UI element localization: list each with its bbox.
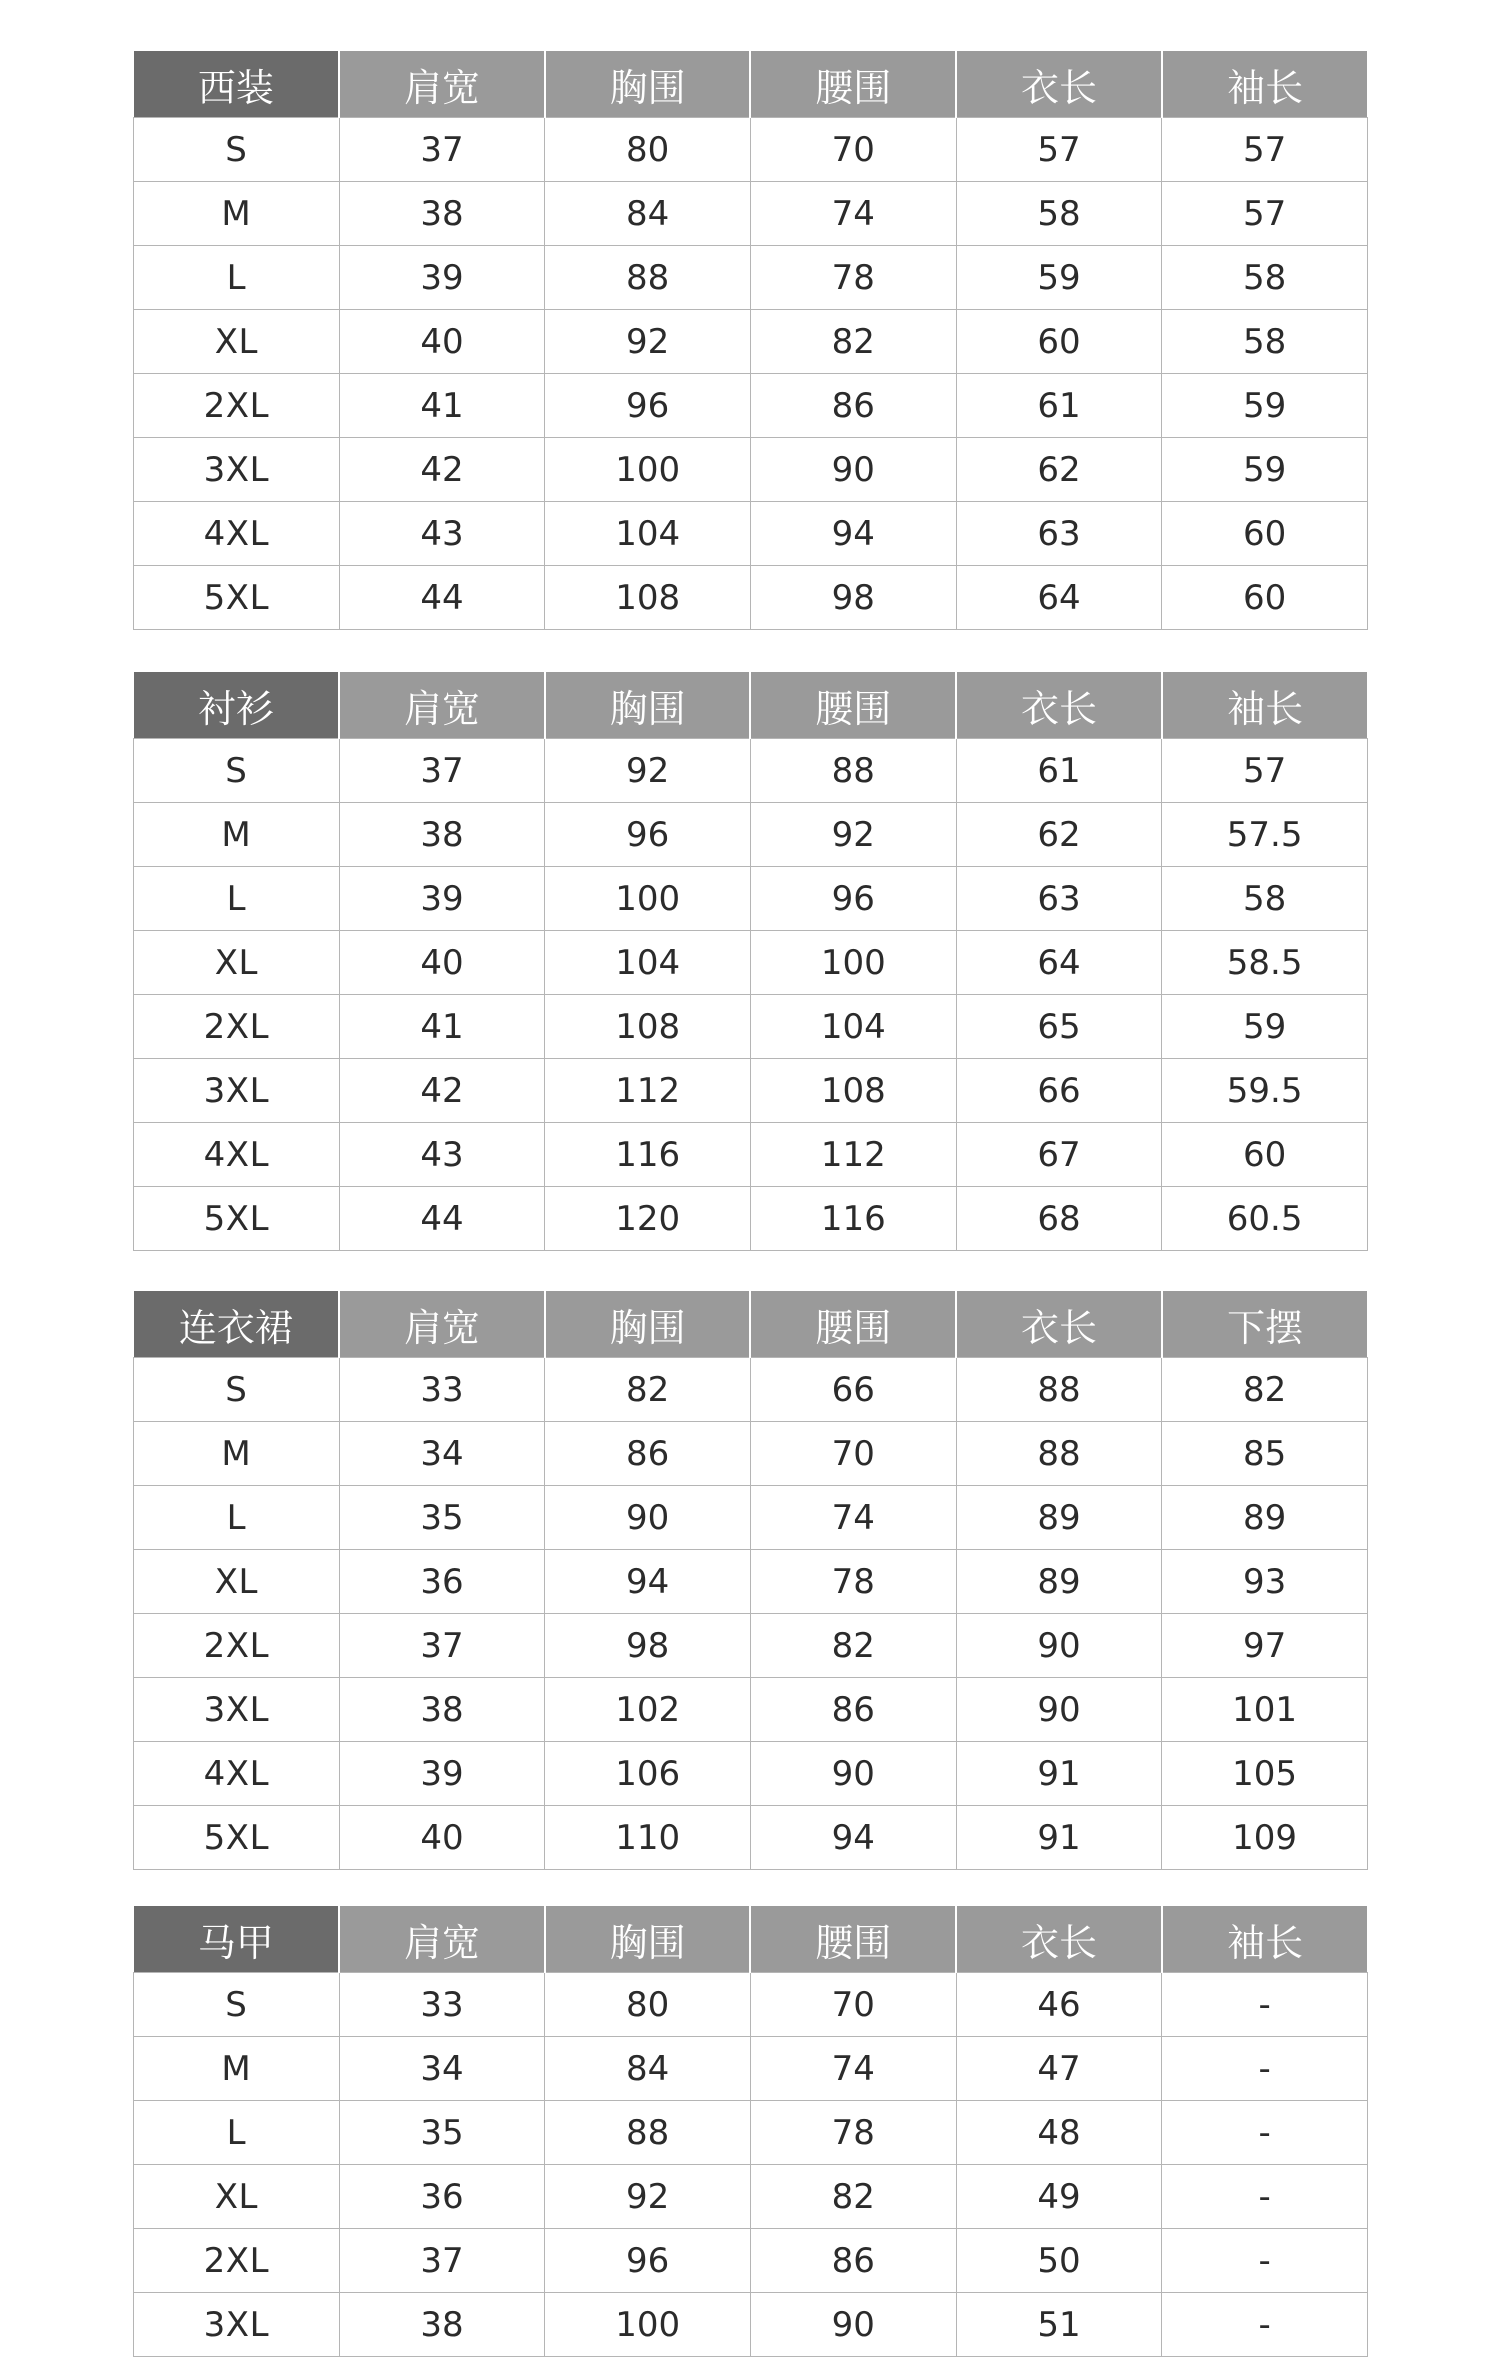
value-cell: 98 <box>545 1614 751 1678</box>
value-cell: 89 <box>956 1550 1162 1614</box>
size-cell: L <box>134 2101 340 2165</box>
value-cell: 90 <box>956 1614 1162 1678</box>
column-header: 胸围 <box>545 1291 751 1358</box>
value-cell: 70 <box>750 1422 956 1486</box>
table-row <box>134 803 1368 867</box>
value-cell: 57 <box>1162 182 1368 246</box>
size-cell: XL <box>134 310 340 374</box>
column-header: 胸围 <box>545 51 751 118</box>
value-cell: 108 <box>545 995 751 1059</box>
value-cell: 92 <box>545 739 751 803</box>
value-cell: 82 <box>750 310 956 374</box>
value-cell: 116 <box>750 1187 956 1251</box>
table-row <box>134 867 1368 931</box>
table-row <box>134 1486 1368 1550</box>
table-header-row <box>134 1291 1368 1358</box>
size-table-vest <box>133 1906 1368 2357</box>
value-cell: 100 <box>750 931 956 995</box>
column-header: 胸围 <box>545 672 751 739</box>
value-cell: 78 <box>750 1550 956 1614</box>
value-cell: 60 <box>1162 502 1368 566</box>
column-header: 衣长 <box>956 1291 1162 1358</box>
size-cell: M <box>134 1422 340 1486</box>
value-cell: 78 <box>750 246 956 310</box>
value-cell: 104 <box>545 931 751 995</box>
value-cell: 102 <box>545 1678 751 1742</box>
column-header: 衣长 <box>956 672 1162 739</box>
value-cell: 63 <box>956 502 1162 566</box>
column-header: 腰围 <box>750 1291 956 1358</box>
column-header: 袖长 <box>1162 1906 1368 1973</box>
size-cell: M <box>134 803 340 867</box>
column-header: 衣长 <box>956 1906 1162 1973</box>
value-cell: 34 <box>339 1422 545 1486</box>
value-cell: 61 <box>956 374 1162 438</box>
value-cell: 34 <box>339 2037 545 2101</box>
value-cell: 120 <box>545 1187 751 1251</box>
value-cell: 37 <box>339 2229 545 2293</box>
value-cell: 58 <box>956 182 1162 246</box>
value-cell: 59 <box>956 246 1162 310</box>
value-cell: 58 <box>1162 246 1368 310</box>
table-row <box>134 2101 1368 2165</box>
value-cell: 44 <box>339 566 545 630</box>
value-cell: 59 <box>1162 438 1368 502</box>
value-cell: 60.5 <box>1162 1187 1368 1251</box>
value-cell: 104 <box>545 502 751 566</box>
value-cell: 105 <box>1162 1742 1368 1806</box>
value-cell: 82 <box>750 1614 956 1678</box>
table-row <box>134 2165 1368 2229</box>
value-cell: - <box>1162 2293 1368 2357</box>
value-cell: 70 <box>750 118 956 182</box>
value-cell: 88 <box>956 1422 1162 1486</box>
column-header: 腰围 <box>750 1906 956 1973</box>
column-header: 腰围 <box>750 51 956 118</box>
size-cell: S <box>134 118 340 182</box>
size-cell: 5XL <box>134 1806 340 1870</box>
value-cell: 82 <box>1162 1358 1368 1422</box>
value-cell: 88 <box>545 2101 751 2165</box>
value-cell: 92 <box>545 2165 751 2229</box>
value-cell: 33 <box>339 1973 545 2037</box>
value-cell: 80 <box>545 118 751 182</box>
size-cell: M <box>134 182 340 246</box>
size-cell: 3XL <box>134 2293 340 2357</box>
size-cell: S <box>134 739 340 803</box>
value-cell: 57 <box>1162 118 1368 182</box>
size-cell: L <box>134 246 340 310</box>
value-cell: 112 <box>545 1059 751 1123</box>
value-cell: 90 <box>545 1486 751 1550</box>
value-cell: 33 <box>339 1358 545 1422</box>
table-header-row <box>134 51 1368 118</box>
value-cell: 93 <box>1162 1550 1368 1614</box>
value-cell: 86 <box>750 374 956 438</box>
value-cell: 86 <box>750 2229 956 2293</box>
size-cell: 3XL <box>134 438 340 502</box>
column-header: 袖长 <box>1162 672 1368 739</box>
table-row <box>134 931 1368 995</box>
category-header: 连衣裙 <box>134 1291 340 1358</box>
value-cell: 59 <box>1162 995 1368 1059</box>
value-cell: 70 <box>750 1973 956 2037</box>
table-row <box>134 995 1368 1059</box>
value-cell: 47 <box>956 2037 1162 2101</box>
value-cell: 38 <box>339 182 545 246</box>
value-cell: - <box>1162 2165 1368 2229</box>
value-cell: 91 <box>956 1806 1162 1870</box>
value-cell: 96 <box>750 867 956 931</box>
value-cell: 91 <box>956 1742 1162 1806</box>
value-cell: 46 <box>956 1973 1162 2037</box>
table-row <box>134 1550 1368 1614</box>
value-cell: 108 <box>545 566 751 630</box>
value-cell: 82 <box>750 2165 956 2229</box>
value-cell: 35 <box>339 1486 545 1550</box>
value-cell: - <box>1162 1973 1368 2037</box>
value-cell: 40 <box>339 310 545 374</box>
value-cell: 74 <box>750 182 956 246</box>
table-header-row <box>134 672 1368 739</box>
value-cell: 89 <box>1162 1486 1368 1550</box>
value-cell: 88 <box>750 739 956 803</box>
value-cell: 84 <box>545 2037 751 2101</box>
column-header: 肩宽 <box>339 672 545 739</box>
size-cell: L <box>134 867 340 931</box>
value-cell: 60 <box>1162 1123 1368 1187</box>
table-row <box>134 502 1368 566</box>
category-header: 衬衫 <box>134 672 340 739</box>
value-cell: 94 <box>545 1550 751 1614</box>
value-cell: 35 <box>339 2101 545 2165</box>
size-cell: XL <box>134 931 340 995</box>
value-cell: 48 <box>956 2101 1162 2165</box>
table-row <box>134 1358 1368 1422</box>
size-cell: 3XL <box>134 1059 340 1123</box>
size-cell: M <box>134 2037 340 2101</box>
value-cell: - <box>1162 2101 1368 2165</box>
value-cell: 108 <box>750 1059 956 1123</box>
value-cell: 66 <box>956 1059 1162 1123</box>
table-row <box>134 1059 1368 1123</box>
column-header: 胸围 <box>545 1906 751 1973</box>
value-cell: 62 <box>956 438 1162 502</box>
value-cell: 39 <box>339 246 545 310</box>
value-cell: 37 <box>339 1614 545 1678</box>
value-cell: 49 <box>956 2165 1162 2229</box>
value-cell: 85 <box>1162 1422 1368 1486</box>
size-cell: 4XL <box>134 1123 340 1187</box>
value-cell: 59 <box>1162 374 1368 438</box>
category-header: 西装 <box>134 51 340 118</box>
value-cell: 39 <box>339 867 545 931</box>
value-cell: 38 <box>339 2293 545 2357</box>
value-cell: 92 <box>750 803 956 867</box>
column-header: 肩宽 <box>339 1906 545 1973</box>
value-cell: 90 <box>750 438 956 502</box>
value-cell: 74 <box>750 2037 956 2101</box>
size-cell: 2XL <box>134 1614 340 1678</box>
size-cell: 3XL <box>134 1678 340 1742</box>
value-cell: 64 <box>956 566 1162 630</box>
table-row <box>134 1806 1368 1870</box>
value-cell: 37 <box>339 118 545 182</box>
value-cell: 66 <box>750 1358 956 1422</box>
value-cell: 57 <box>956 118 1162 182</box>
value-cell: 38 <box>339 803 545 867</box>
table-row <box>134 1742 1368 1806</box>
value-cell: 106 <box>545 1742 751 1806</box>
value-cell: 44 <box>339 1187 545 1251</box>
value-cell: 94 <box>750 1806 956 1870</box>
value-cell: 80 <box>545 1973 751 2037</box>
value-cell: - <box>1162 2229 1368 2293</box>
value-cell: 40 <box>339 1806 545 1870</box>
value-cell: 88 <box>545 246 751 310</box>
value-cell: 38 <box>339 1678 545 1742</box>
table-row <box>134 1678 1368 1742</box>
value-cell: 57 <box>1162 739 1368 803</box>
table-row <box>134 1187 1368 1251</box>
size-cell: L <box>134 1486 340 1550</box>
value-cell: 94 <box>750 502 956 566</box>
column-header: 肩宽 <box>339 51 545 118</box>
value-cell: 67 <box>956 1123 1162 1187</box>
table-header-row <box>134 1906 1368 1973</box>
size-table-suit <box>133 51 1368 630</box>
value-cell: 64 <box>956 931 1162 995</box>
value-cell: 90 <box>956 1678 1162 1742</box>
value-cell: 43 <box>339 1123 545 1187</box>
value-cell: 96 <box>545 803 751 867</box>
table-row <box>134 739 1368 803</box>
size-cell: 2XL <box>134 2229 340 2293</box>
value-cell: 59.5 <box>1162 1059 1368 1123</box>
size-cell: 2XL <box>134 374 340 438</box>
size-cell: S <box>134 1973 340 2037</box>
value-cell: 96 <box>545 2229 751 2293</box>
value-cell: 60 <box>956 310 1162 374</box>
value-cell: 90 <box>750 1742 956 1806</box>
value-cell: 82 <box>545 1358 751 1422</box>
value-cell: 96 <box>545 374 751 438</box>
table-row <box>134 1123 1368 1187</box>
value-cell: 65 <box>956 995 1162 1059</box>
value-cell: 43 <box>339 502 545 566</box>
size-cell: 4XL <box>134 1742 340 1806</box>
value-cell: 63 <box>956 867 1162 931</box>
value-cell: 62 <box>956 803 1162 867</box>
value-cell: 100 <box>545 438 751 502</box>
size-cell: XL <box>134 1550 340 1614</box>
value-cell: 97 <box>1162 1614 1368 1678</box>
value-cell: 37 <box>339 739 545 803</box>
column-header: 下摆 <box>1162 1291 1368 1358</box>
table-row <box>134 438 1368 502</box>
table-row <box>134 1614 1368 1678</box>
value-cell: 50 <box>956 2229 1162 2293</box>
value-cell: 78 <box>750 2101 956 2165</box>
column-header: 袖长 <box>1162 51 1368 118</box>
value-cell: 39 <box>339 1742 545 1806</box>
size-table-shirt <box>133 672 1368 1251</box>
size-cell: S <box>134 1358 340 1422</box>
value-cell: 86 <box>750 1678 956 1742</box>
category-header: 马甲 <box>134 1906 340 1973</box>
value-cell: 101 <box>1162 1678 1368 1742</box>
value-cell: 109 <box>1162 1806 1368 1870</box>
value-cell: 41 <box>339 995 545 1059</box>
value-cell: 110 <box>545 1806 751 1870</box>
value-cell: 58 <box>1162 310 1368 374</box>
table-row <box>134 182 1368 246</box>
table-row <box>134 310 1368 374</box>
value-cell: 88 <box>956 1358 1162 1422</box>
value-cell: 60 <box>1162 566 1368 630</box>
size-cell: XL <box>134 2165 340 2229</box>
value-cell: 68 <box>956 1187 1162 1251</box>
size-cell: 4XL <box>134 502 340 566</box>
value-cell: 86 <box>545 1422 751 1486</box>
table-row <box>134 1973 1368 2037</box>
value-cell: 100 <box>545 2293 751 2357</box>
value-cell: 92 <box>545 310 751 374</box>
table-row <box>134 118 1368 182</box>
value-cell: 57.5 <box>1162 803 1368 867</box>
table-row <box>134 2293 1368 2357</box>
table-row <box>134 2229 1368 2293</box>
value-cell: 100 <box>545 867 751 931</box>
value-cell: 42 <box>339 1059 545 1123</box>
value-cell: 61 <box>956 739 1162 803</box>
table-row <box>134 566 1368 630</box>
size-cell: 5XL <box>134 566 340 630</box>
size-table-dress <box>133 1291 1368 1870</box>
value-cell: 90 <box>750 2293 956 2357</box>
column-header: 肩宽 <box>339 1291 545 1358</box>
value-cell: 116 <box>545 1123 751 1187</box>
value-cell: - <box>1162 2037 1368 2101</box>
table-row <box>134 246 1368 310</box>
table-row <box>134 2037 1368 2101</box>
value-cell: 41 <box>339 374 545 438</box>
value-cell: 98 <box>750 566 956 630</box>
value-cell: 58.5 <box>1162 931 1368 995</box>
value-cell: 104 <box>750 995 956 1059</box>
column-header: 腰围 <box>750 672 956 739</box>
size-cell: 5XL <box>134 1187 340 1251</box>
value-cell: 112 <box>750 1123 956 1187</box>
value-cell: 84 <box>545 182 751 246</box>
value-cell: 36 <box>339 1550 545 1614</box>
value-cell: 58 <box>1162 867 1368 931</box>
column-header: 衣长 <box>956 51 1162 118</box>
value-cell: 74 <box>750 1486 956 1550</box>
size-cell: 2XL <box>134 995 340 1059</box>
value-cell: 36 <box>339 2165 545 2229</box>
value-cell: 42 <box>339 438 545 502</box>
table-row <box>134 374 1368 438</box>
value-cell: 51 <box>956 2293 1162 2357</box>
table-row <box>134 1422 1368 1486</box>
value-cell: 40 <box>339 931 545 995</box>
value-cell: 89 <box>956 1486 1162 1550</box>
